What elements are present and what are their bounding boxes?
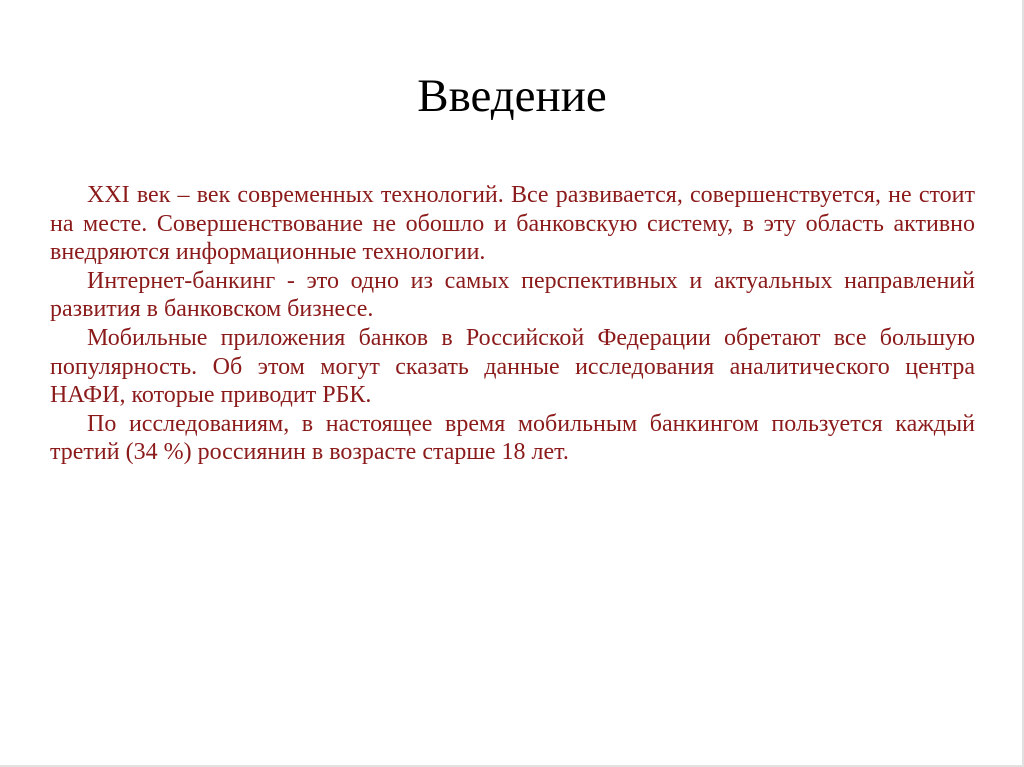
paragraph-intro: XXI век – век современных технологий. Все развивается, совершенствуется, не стоит на месте. Совершенствование не обошло и банковскую систему, в эту область активно внедряются информационные технологии. [50,182,975,266]
paragraph-internet-banking: Интернет-банкинг - это одно из самых перспективных и актуальных направлений развития в банковском бизнесе. [50,267,975,323]
paragraph-research: По исследованиям, в настоящее время мобильным банкингом пользуется каждый третий (34 %) россиянин в возрасте старше 18 лет. [50,410,975,466]
slide-title: Введение [417,70,607,122]
paragraph-mobile-apps: Мобильные приложения банков в Российской Федерации обретают все большую популярность. Об этом могут сказать данные исследования аналитического центра НАФИ, которые приводит РБК. [50,324,975,409]
slide-body [50,181,975,467]
